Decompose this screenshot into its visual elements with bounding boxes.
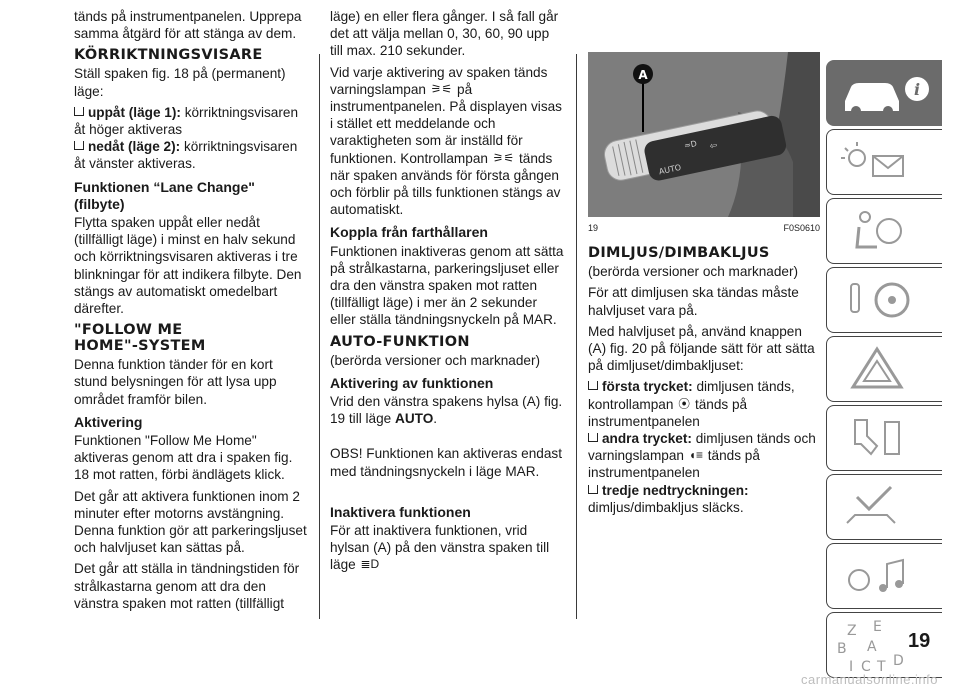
svg-text:D: D xyxy=(893,653,904,669)
low-beam-icon: ≣D xyxy=(360,557,380,572)
figure-number: 19 xyxy=(588,223,599,233)
bullet-icon xyxy=(74,141,84,150)
svg-text:i: i xyxy=(913,80,921,99)
svg-text:E: E xyxy=(873,619,882,635)
dimljus-p1: För att dimljusen ska tändas måste halvljuset vara på. xyxy=(588,285,799,318)
heading-korriktningsvisare: KÖRRIKTNINGSVISARE xyxy=(74,47,263,64)
auto-subtitle: (berörda versioner och marknader) xyxy=(330,352,541,368)
follow-text: Denna funktion tänder för en kort stund belysningen för att lysa upp området framför bilen. xyxy=(74,357,277,407)
key-steering-icon xyxy=(827,268,943,332)
sound-media-icon xyxy=(827,544,943,608)
tab-emergency[interactable] xyxy=(826,336,942,402)
intro-text: tänds på instrumentpanelen. Upprepa samma åtgärd för att stänga av dem. xyxy=(74,9,302,42)
aktivering-p2: Det går att aktivera funktionen inom 2 minuter efter motorns avstängning. Denna funktion gör att parkeringsljuset och halvljuset kan sättas på. xyxy=(74,488,307,556)
column-left xyxy=(74,8,308,616)
bullet-third-press: tredje nedtryckningen: dimljus/dimbakljus släcks. xyxy=(588,482,749,515)
bullet-first-press: första trycket: dimljusen tänds, kontrollampan ⦿ tänds på instrumentpanelen xyxy=(588,379,795,429)
tools-icon xyxy=(827,406,943,470)
tab-dashboard[interactable] xyxy=(826,129,942,195)
korr-text: Ställ spaken fig. 18 på (permanent) läge: xyxy=(74,66,286,99)
aktivering-p1: Funktionen "Follow Me Home" aktiveras genom att dra i spaken fig. 18 mot ratten, förbi ändlägets klick. xyxy=(74,433,293,483)
column-divider xyxy=(319,54,320,619)
tab-starting[interactable] xyxy=(826,267,942,333)
tab-car-info[interactable] xyxy=(826,60,942,126)
bullet-icon xyxy=(74,107,84,116)
dimljus-subtitle: (berörda versioner och marknader) xyxy=(588,264,799,280)
bullet-icon xyxy=(588,433,598,442)
svg-text:B: B xyxy=(837,641,847,657)
heading-lane-change: Funktionen “Lane Change" (filbyte) xyxy=(74,178,255,212)
follow-me-home-lamp-icon: ⚞⚟ xyxy=(492,150,515,165)
fig-auto-label: AUTO xyxy=(658,162,682,177)
tab-multimedia[interactable] xyxy=(826,543,942,609)
heading-aktivering-funktionen: Aktivering av funktionen xyxy=(330,374,494,391)
obs-text: OBS! Funktionen kan aktiveras endast med tändningsnyckeln i läge MAR. xyxy=(330,446,562,479)
svg-text:C: C xyxy=(861,659,871,675)
heading-koppla-fran: Koppla från farthållaren xyxy=(330,224,488,241)
heading-inaktivera: Inaktivera funktionen xyxy=(330,503,471,520)
bullet-second-press: andra trycket: dimljusen tänds och varningslampan ◖≡ tänds på instrumentpanelen xyxy=(588,431,816,481)
front-fog-lamp-icon: ⦿ xyxy=(678,396,691,411)
figure-code: F0S0610 xyxy=(783,223,820,233)
airbag-seat-icon xyxy=(827,199,943,263)
footer-watermark: carmanualsonline.info xyxy=(801,672,938,687)
figure-19-lever xyxy=(588,52,820,217)
koppla-text: Funktionen inaktiveras genom att sätta på strålkastarna, parkeringsljuset eller dra den vänstra spaken mot ratten (tillfälligt läge) i mer än 2 sekunder eller ställa tändningsnyckeln på MAR. xyxy=(330,243,564,328)
heading-dimljus: DIMLJUS/DIMBAKLJUS xyxy=(588,245,770,262)
tab-safety[interactable] xyxy=(826,198,942,264)
svg-text:T: T xyxy=(877,659,886,675)
follow-me-home-lamp-icon: ⚞⚟ xyxy=(430,81,453,96)
dimljus-p2: Med halvljuset på, använd knappen (A) fig. 20 på följande sätt för att sätta på dimljuset/dimbakljuset: xyxy=(588,323,815,374)
bullet-icon xyxy=(588,485,598,494)
tab-technical-data[interactable] xyxy=(826,474,942,540)
car-info-icon xyxy=(827,61,943,125)
bullet-down: nedåt (läge 2): körriktningsvisaren åt vänster aktiveras. xyxy=(74,139,298,172)
column-middle xyxy=(330,8,564,578)
svg-text:Z: Z xyxy=(847,623,857,639)
warning-triangle-icon xyxy=(827,337,943,401)
wrench-car-icon xyxy=(827,475,943,539)
dashboard-lights-icon xyxy=(827,130,943,194)
chapter-tabs xyxy=(826,60,942,681)
tab-maintenance[interactable] xyxy=(826,405,942,471)
fig-callout-a: A xyxy=(638,68,648,82)
svg-text:I: I xyxy=(849,659,854,675)
svg-text:⇦: ⇦ xyxy=(708,140,719,153)
svg-text:A: A xyxy=(867,639,877,655)
heading-follow-me-home: "FOLLOW ME HOME"-SYSTEM xyxy=(74,322,206,355)
aktivering-p3: Det går att ställa in tändningstiden för strålkastarna genom att dra den vänstra spaken mot ratten (tillfälligt xyxy=(74,561,300,611)
bullet-icon xyxy=(588,381,598,390)
heading-auto-funktion: AUTO-FUNKTION xyxy=(330,333,470,350)
lever-illustration xyxy=(588,52,820,217)
rear-fog-lamp-icon: ◖≡ xyxy=(688,448,703,463)
figure-caption xyxy=(588,220,820,237)
lane-text: Flytta spaken uppåt eller nedåt (tillfälligt läge) i minst en halv sekund och körriktningsvisaren aktiveras i tre blinkningar för att indikera filbyte. Den stängs av automatiskt omedelbart därefter. xyxy=(74,215,302,317)
page-number: 19 xyxy=(908,630,931,652)
warning-lamp-text: Vid varje aktivering av spaken tänds varningslampan ⚞⚟ på instrumentpanelen. På displayen visas i stället ett meddelande och varaktigheten som är inställd för funktionen. Kontrollampan ⚞⚟ tänds när spaken används för första gången och förblir på tills funktionen stängs av automatiskt. xyxy=(330,64,562,218)
column-divider xyxy=(576,54,577,619)
svg-text:≈D: ≈D xyxy=(683,139,698,151)
bullet-up: uppåt (läge 1): körriktningsvisaren åt höger aktiveras xyxy=(74,104,299,138)
aktivering-funktionen-text: Vrid den vänstra spakens hylsa (A) fig. 19 till läge AUTO. xyxy=(330,394,563,427)
heading-aktivering: Aktivering xyxy=(74,413,143,430)
column-right xyxy=(588,52,820,516)
inaktivera-text: För att inaktivera funktionen, vrid hylsan (A) på den vänstra spaken till läge ≣D xyxy=(330,523,550,573)
duration-text: läge) en eller flera gånger. I så fall går det att välja mellan 0, 30, 60, 90 upp till max. 210 sekunder. xyxy=(330,9,559,59)
